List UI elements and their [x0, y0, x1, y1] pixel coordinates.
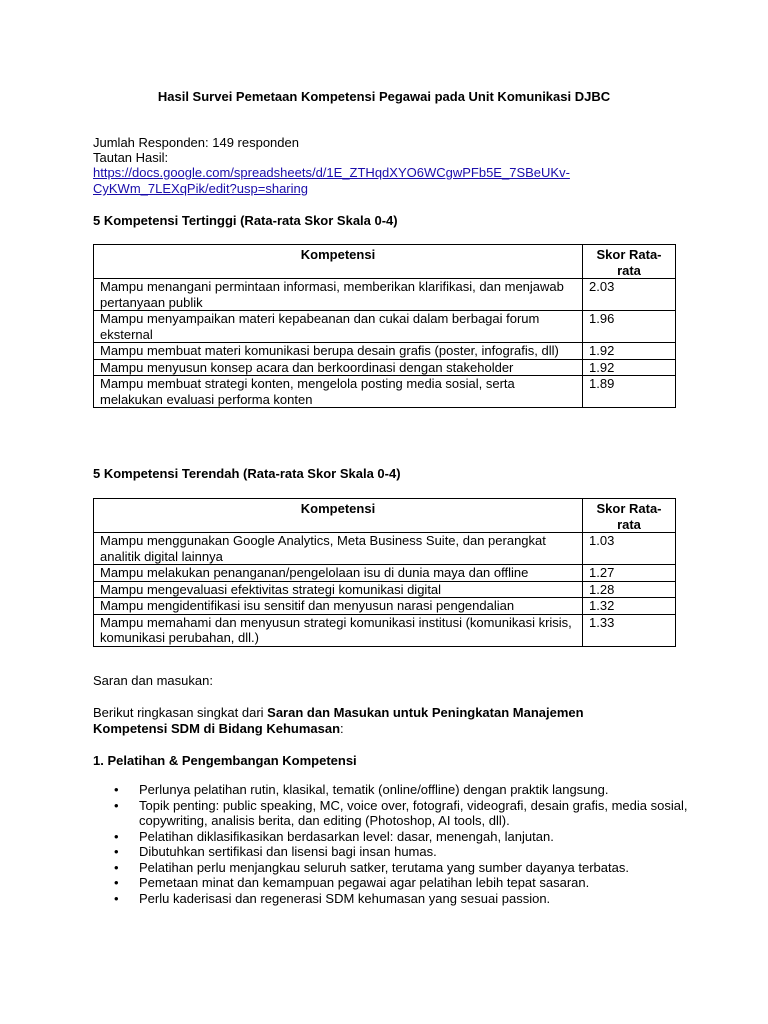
table-row: [94, 279, 676, 311]
intro-prefix: Berikut ringkasan singkat dari: [93, 705, 268, 720]
competency-cell: Mampu menyampaikan materi kepabeanan dan cukai dalam berbagai forum eksternal: [94, 311, 583, 343]
competency-cell: Mampu membuat strategi konten, mengelola posting media sosial, serta melakukan evaluasi performa konten: [94, 376, 583, 408]
intro-bold-title: Saran dan Masukan untuk Peningkatan Manajemen Kompetensi SDM di Bidang Kehumasan: [93, 705, 584, 736]
header-competency: Kompetensi: [94, 499, 583, 533]
list-item-text: Perlu kaderisasi dan regenerasi SDM kehumasan yang sesuai passion.: [139, 890, 551, 906]
bottom-competencies-heading: 5 Kompetensi Terendah (Rata-rata Skor Skala 0-4): [93, 466, 401, 481]
table-row: [94, 359, 676, 376]
header-score: Skor Rata-rata: [583, 245, 676, 279]
list-item-text: Dibutuhkan sertifikasi dan lisensi bagi insan humas.: [139, 844, 437, 859]
bullet-icon: •: [114, 890, 119, 906]
table-row: [94, 311, 676, 343]
bullet-icon: •: [114, 844, 119, 859]
score-cell: 1.33: [583, 614, 676, 646]
table-row: [94, 598, 676, 615]
list-item: [114, 844, 739, 860]
link-label: Tautan Hasil:: [93, 150, 169, 165]
table-header-row: [94, 245, 676, 279]
competency-cell: Mampu membuat materi komunikasi berupa desain grafis (poster, infografis, dll): [94, 343, 583, 360]
suggestions-intro: [93, 705, 653, 736]
table-row: [94, 565, 676, 582]
score-cell: 1.92: [583, 343, 676, 360]
competency-cell: Mampu melakukan penanganan/pengelolaan isu di dunia maya dan offline: [94, 565, 583, 582]
competency-cell: Mampu menangani permintaan informasi, memberikan klarifikasi, dan menjawab pertanyaan publik: [94, 279, 583, 311]
intro-suffix: :: [340, 720, 344, 736]
competency-cell: Mampu memahami dan menyusun strategi komunikasi institusi (komunikasi krisis, komunikasi perubahan, dll.): [94, 614, 583, 646]
list-item-text: Pemetaan minat dan kemampuan pegawai agar pelatihan lebih tepat sasaran.: [139, 875, 590, 890]
bullet-icon: •: [114, 875, 119, 890]
bullet-icon: •: [114, 828, 119, 844]
list-item: [114, 890, 739, 907]
table-row: [94, 343, 676, 360]
score-cell: 1.03: [583, 533, 676, 565]
competency-cell: Mampu mengevaluasi efektivitas strategi komunikasi digital: [94, 581, 583, 598]
suggestions-label: Saran dan masukan:: [93, 673, 213, 688]
page-title: Hasil Survei Pemetaan Kompetensi Pegawai pada Unit Komunikasi DJBC: [157, 89, 611, 104]
list-item: [114, 828, 739, 845]
list-item: [114, 859, 739, 876]
results-link-line2[interactable]: CyKWm_7LEXqPik/edit?usp=sharing: [93, 181, 308, 196]
score-cell: 1.28: [583, 581, 676, 598]
score-cell: 1.27: [583, 565, 676, 582]
training-subheading: 1. Pelatihan & Pengembangan Kompetensi: [93, 753, 357, 768]
bullet-icon: •: [114, 859, 119, 875]
list-item-text: Pelatihan diklasifikasikan berdasarkan level: dasar, menengah, lanjutan.: [139, 828, 554, 844]
list-item: [114, 782, 739, 798]
training-bullet-list: [93, 782, 739, 906]
list-item-text: Pelatihan perlu menjangkau seluruh satker, terutama yang sumber dayanya terbatas.: [139, 859, 629, 875]
bullet-icon: •: [114, 782, 119, 797]
list-item: [114, 875, 739, 891]
score-cell: 1.89: [583, 376, 676, 408]
competency-cell: Mampu menyusun konsep acara dan berkoordinasi dengan stakeholder: [94, 359, 583, 376]
bottom-competencies-table: [93, 498, 676, 647]
competency-cell: Mampu mengidentifikasi isu sensitif dan menyusun narasi pengendalian: [94, 598, 583, 615]
list-item: [114, 797, 739, 829]
score-cell: 1.96: [583, 311, 676, 343]
results-link-line1[interactable]: https://docs.google.com/spreadsheets/d/1E_ZTHqdXYO6WCgwPFb5E_7SBeUKv-: [93, 165, 570, 180]
bullet-icon: •: [114, 797, 119, 813]
table-header-row: [94, 499, 676, 533]
table-row: [94, 533, 676, 565]
table-row: [94, 376, 676, 408]
table-row: [94, 581, 676, 598]
header-score: Skor Rata-rata: [583, 499, 676, 533]
score-cell: 2.03: [583, 279, 676, 311]
top-competencies-table: [93, 244, 676, 408]
score-cell: 1.92: [583, 359, 676, 376]
top-competencies-heading: 5 Kompetensi Tertinggi (Rata-rata Skor Skala 0-4): [93, 213, 398, 228]
score-cell: 1.32: [583, 598, 676, 615]
respondent-count: Jumlah Responden: 149 responden: [93, 135, 299, 150]
table-row: [94, 614, 676, 646]
list-item-text: Perlunya pelatihan rutin, klasikal, tematik (online/offline) dengan praktik langsung.: [139, 782, 609, 797]
header-competency: Kompetensi: [94, 245, 583, 279]
list-item-text: Topik penting: public speaking, MC, voice over, fotografi, videografi, desain grafis, media sosial, copywriting, analisis berita, dan editing (Photoshop, AI tools, dll).: [139, 797, 688, 828]
competency-cell: Mampu menggunakan Google Analytics, Meta Business Suite, dan perangkat analitik digital lainnya: [94, 533, 583, 565]
